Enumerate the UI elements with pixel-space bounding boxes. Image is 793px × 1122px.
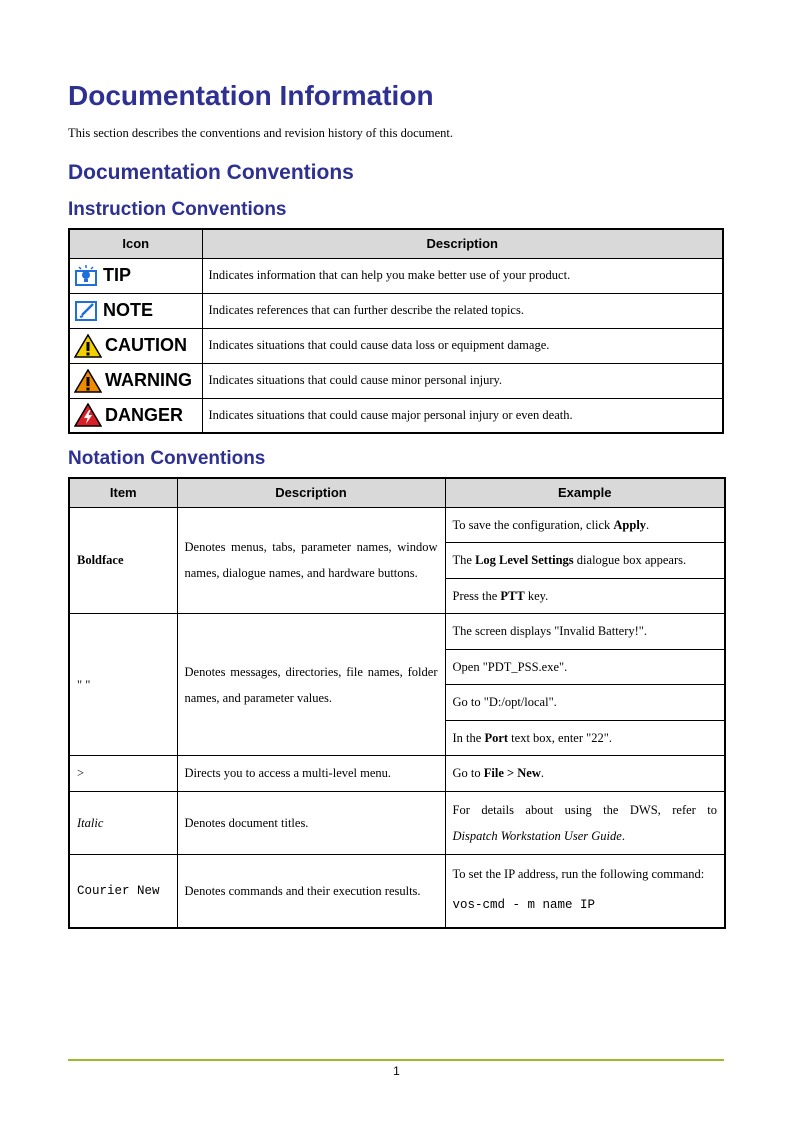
table-row (69, 258, 723, 293)
item-cell: Courier New (69, 854, 177, 928)
example-cell: Press the PTT key. (445, 578, 725, 614)
table-row (69, 756, 725, 792)
item-cell: > (69, 756, 177, 792)
table-header-row (69, 229, 723, 258)
description-cell: Denotes menus, tabs, parameter names, window names, dialogue names, and hardware buttons. (177, 507, 445, 614)
description-cell: Indicates situations that could cause major personal injury or even death. (202, 398, 723, 433)
description-cell: Directs you to access a multi-level menu. (177, 756, 445, 792)
table-row (69, 854, 725, 928)
item-cell: Italic (69, 791, 177, 854)
footer-divider (68, 1059, 724, 1061)
table-row (69, 293, 723, 328)
caution-icon (74, 334, 102, 358)
example-cell: The Log Level Settings dialogue box appears. (445, 543, 725, 579)
example-cell: Go to "D:/opt/local". (445, 685, 725, 721)
tip-icon (74, 265, 100, 287)
icon-label: TIP (103, 265, 132, 285)
icon-label: WARNING (105, 370, 192, 390)
description-cell: Indicates information that can help you make better use of your product. (202, 258, 723, 293)
example-cell: Open "PDT_PSS.exe". (445, 649, 725, 685)
note-icon (74, 300, 100, 322)
header-icon: Icon (69, 229, 202, 258)
icon-label: CAUTION (105, 335, 187, 355)
icon-label: NOTE (103, 300, 154, 320)
description-cell: Denotes messages, directories, file names, folder names, and parameter values. (177, 614, 445, 756)
header-item: Item (69, 478, 177, 507)
example-cell: For details about using the DWS, refer to Dispatch Workstation User Guide. (445, 791, 725, 854)
table-row (69, 328, 723, 363)
intro-text: This section describes the conventions and revision history of this document. (68, 126, 453, 140)
icon-cell (69, 363, 202, 398)
table-row (69, 791, 725, 854)
warning-icon (74, 369, 102, 393)
instruction-heading: Instruction Conventions (68, 199, 287, 220)
example-cell: Go to File > New. (445, 756, 725, 792)
page-number: 1 (393, 1064, 400, 1078)
example-cell: The screen displays "Invalid Battery!". (445, 614, 725, 650)
page-title: Documentation Information (68, 80, 434, 111)
icon-cell (69, 328, 202, 363)
header-description: Description (202, 229, 723, 258)
description-cell: Indicates situations that could cause data loss or equipment damage. (202, 328, 723, 363)
table-header-row (69, 478, 725, 507)
example-cell: To set the IP address, run the following command: vos-cmd - m name IP (445, 854, 725, 928)
header-example: Example (445, 478, 725, 507)
table-row (69, 614, 725, 650)
danger-icon (74, 403, 102, 427)
icon-cell (69, 293, 202, 328)
description-cell: Denotes commands and their execution results. (177, 854, 445, 928)
table-row (69, 363, 723, 398)
description-cell: Indicates references that can further describe the related topics. (202, 293, 723, 328)
item-cell: " " (69, 614, 177, 756)
example-cell: In the Port text box, enter "22". (445, 720, 725, 756)
description-cell: Indicates situations that could cause minor personal injury. (202, 363, 723, 398)
icon-label: DANGER (105, 404, 184, 425)
table-row (69, 507, 725, 543)
header-description: Description (177, 478, 445, 507)
code-sample: vos-cmd - m name IP (452, 897, 596, 912)
description-cell: Denotes document titles. (177, 791, 445, 854)
item-cell: Boldface (69, 507, 177, 614)
icon-cell (69, 398, 202, 433)
instruction-table (68, 228, 724, 434)
table-row (69, 398, 723, 433)
notation-table (68, 477, 726, 929)
icon-cell (69, 258, 202, 293)
conventions-heading: Documentation Conventions (68, 161, 354, 184)
notation-heading: Notation Conventions (68, 448, 266, 469)
example-cell: To save the configuration, click Apply. (445, 507, 725, 543)
